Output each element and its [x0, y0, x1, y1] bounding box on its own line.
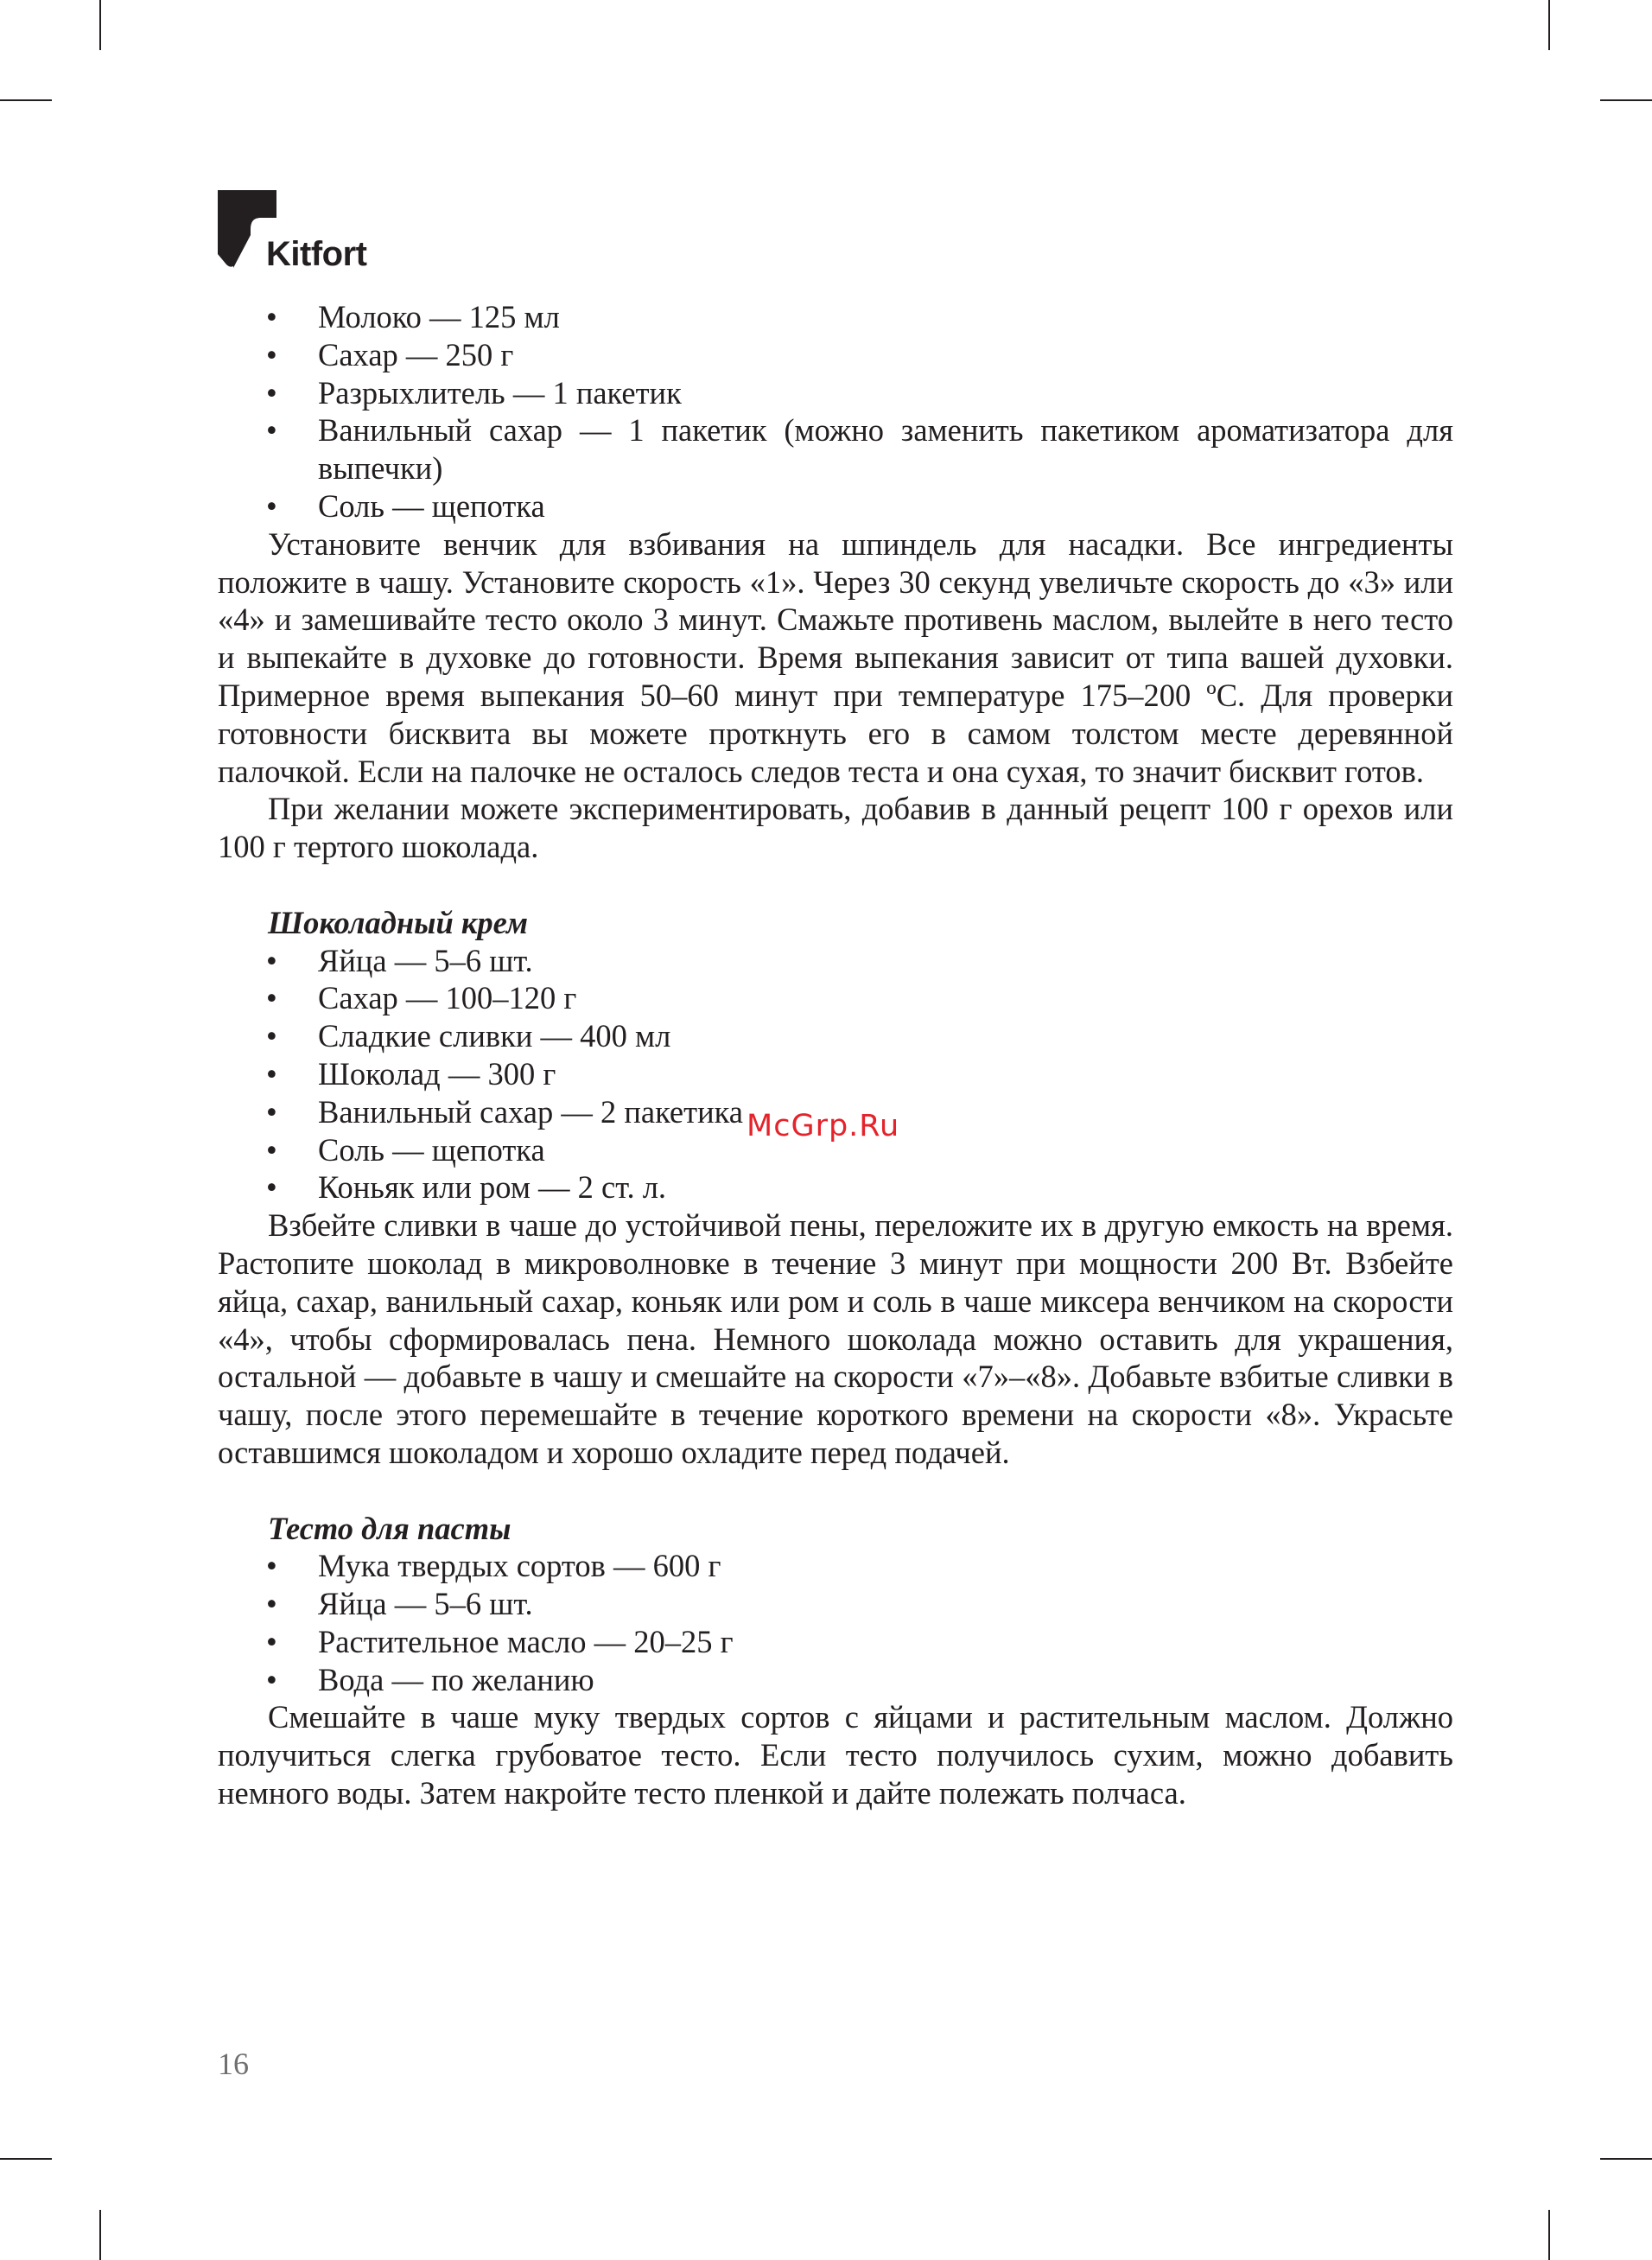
ingredient-list [218, 298, 1453, 525]
bullet-icon: • [266, 1548, 277, 1584]
crop-mark-bottom-right [1548, 2210, 1550, 2260]
bullet-icon: • [266, 336, 277, 372]
list-item-text: Яйца — 5–6 шт. [318, 1586, 533, 1622]
crop-mark-right-top [1600, 99, 1652, 101]
bullet-icon: • [266, 299, 277, 334]
list-item-text: Растительное масло — 20–25 г [318, 1623, 734, 1659]
kitfort-logo [218, 190, 391, 272]
list-item [218, 979, 1453, 1017]
paragraph: Установите венчик для взбивания на шпиндель для насадки. Все ингредиенты положите в чашу. Установите скорость «1». Через 30 секунд увеличьте скорость до «3» или «4» и замешивайте тесто около 3 минут. Смажьте противень маслом, вылейте в него тесто и выпекайте в духовке до готовности. Время выпекания зависит от типа вашей духовки. Примерное время выпекания 50–60 минут при температуре 175–200 ºС. Для проверки готовности бисквита вы можете проткнуть его в самом толстом месте деревянной палочкой. Если на палочке не осталось следов теста и она сухая, то значит бисквит готов. [218, 525, 1453, 789]
list-item [218, 942, 1453, 980]
list-item [218, 1055, 1453, 1093]
crop-mark-left-bottom [0, 2158, 52, 2160]
bullet-icon: • [266, 487, 277, 524]
list-item-text: Молоко — 125 мл [318, 299, 560, 334]
list-item-text: Ванильный сахар — 2 пакетика [318, 1093, 744, 1130]
list-item [218, 374, 1453, 412]
bullet-icon: • [266, 1055, 277, 1092]
list-item [218, 1661, 1453, 1699]
list-item-text: Коньяк или ром — 2 ст. л. [318, 1169, 667, 1206]
list-item [218, 487, 1453, 525]
page-content [218, 298, 1453, 1812]
list-item-text: Мука твердых сортов — 600 г [318, 1548, 721, 1584]
list-item-text: Сахар — 250 г [318, 336, 514, 372]
list-item [218, 1585, 1453, 1623]
list-item-text: Сахар — 100–120 г [318, 980, 577, 1016]
bullet-icon: • [266, 1093, 277, 1130]
ingredient-list [218, 942, 1453, 1207]
list-item [218, 298, 1453, 336]
list-item-text: Соль — щепотка [318, 487, 545, 524]
crop-mark-top-right [1548, 0, 1550, 50]
list-item [218, 1623, 1453, 1661]
section-heading: Тесто для пасты [268, 1510, 511, 1546]
list-item [218, 1017, 1453, 1055]
bullet-icon: • [266, 412, 277, 449]
list-item [218, 1168, 1453, 1206]
bullet-icon: • [266, 980, 277, 1016]
crop-mark-top-left [99, 0, 101, 50]
list-item-text: Ванильный сахар — 1 пакетик (можно заменить пакетиком ароматизатора для выпечки) [318, 412, 1453, 487]
page-number: 16 [218, 2047, 249, 2081]
paragraph: Смешайте в чаше муку твердых сортов с яйцами и растительным маслом. Должно получиться слегка грубоватое тесто. Если тесто получилось сухим, можно добавить немного воды. Затем накройте тесто пленкой и дайте полежать полчаса. [218, 1699, 1453, 1811]
section-heading: Шоколадный крем [268, 904, 528, 940]
crop-mark-left-top [0, 99, 52, 101]
list-item-text: Яйца — 5–6 шт. [318, 942, 533, 978]
list-item-text: Шоколад — 300 г [318, 1055, 556, 1092]
list-item-text: Соль — щепотка [318, 1131, 545, 1168]
crop-mark-bottom-left [99, 2210, 101, 2260]
ingredient-list [218, 1547, 1453, 1698]
list-item [218, 411, 1453, 487]
bullet-icon: • [266, 942, 277, 978]
bullet-icon: • [266, 1169, 277, 1206]
bullet-icon: • [266, 1623, 277, 1659]
bullet-icon: • [266, 1018, 277, 1054]
paragraph: Взбейте сливки в чаше до устойчивой пены, переложите их в другую емкость на время. Растопите шоколад в микроволновке в течение 3 минут при мощности 200 Вт. Взбейте яйца, сахар, ванильный сахар, коньяк или ром и соль в чаше миксера венчиком на скорости «4», чтобы сформировалась пена. Немного шоколада можно оставить для украшения, остальной — добавьте в чашу и смешайте на скорости «7»–«8». Добавьте взбитые сливки в чашу, после этого перемешайте в течение короткого времени на скорости «8». Украсьте оставшимся шоколадом и хорошо охладите перед подачей. [218, 1207, 1453, 1470]
bullet-icon: • [266, 374, 277, 411]
paragraph: При желании можете экспериментировать, добавив в данный рецепт 100 г орехов или 100 г тертого шоколада. [218, 791, 1453, 865]
bullet-icon: • [266, 1661, 277, 1697]
list-item [218, 336, 1453, 374]
list-item-text: Вода — по желанию [318, 1661, 594, 1697]
list-item-text: Разрыхлитель — 1 пакетик [318, 374, 682, 411]
crop-mark-right-bottom [1600, 2158, 1652, 2160]
list-item-text: Сладкие сливки — 400 мл [318, 1018, 671, 1054]
bullet-icon: • [266, 1131, 277, 1168]
bullet-icon: • [266, 1586, 277, 1622]
brand-name: Kitfort [266, 235, 367, 273]
watermark: McGrp.Ru [747, 1109, 900, 1143]
list-item [218, 1547, 1453, 1585]
